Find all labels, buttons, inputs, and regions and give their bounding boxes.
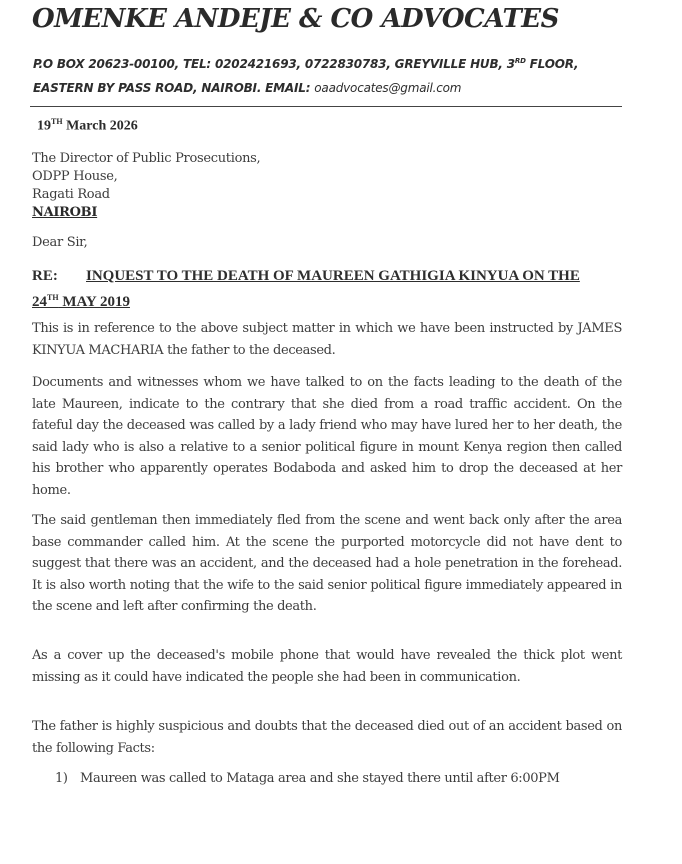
recipient-line-1: The Director of Public Prosecutions, <box>32 151 261 166</box>
subject-date-day: 24 <box>32 294 47 310</box>
list-item-number: 1) <box>55 771 68 786</box>
paragraph-cover-up: As a cover up the deceased's mobile phone that would have revealed the thick plot went missing as it could have indicated the people she had been in communication. <box>32 648 622 685</box>
contact-line-1 <box>33 57 578 71</box>
contact-line-2 <box>33 81 461 95</box>
subject-label: RE: <box>32 268 58 284</box>
list-item-text: Maureen was called to Mataga area and she stayed there until after 6:00PM <box>80 771 560 786</box>
paragraph-scene: The said gentleman then immediately fled from the scene and went back only after the area base commander called him. At the scene the purported motorcycle did not have dent to suggest that there was an accident, and the deceased had a hole penetration in the forehead. It is also worth noting that the wife to the said senior political figure immediately appeared in the scene and left after confirming the death. <box>32 513 622 614</box>
facts-list <box>55 768 622 790</box>
recipient-line-2: ODPP House, <box>32 169 118 184</box>
letterhead-divider <box>30 106 622 107</box>
subject-date-suffix: TH <box>47 293 59 302</box>
email-address: oaadvocates@gmail.com <box>314 81 462 95</box>
date-suffix: TH <box>51 117 63 126</box>
subject-title: INQUEST TO THE DEATH OF MAUREEN GATHIGIA KINYUA ON THE <box>86 268 580 284</box>
subject-date-rest: MAY 2019 <box>58 294 130 310</box>
paragraph-suspicion: The father is highly suspicious and doubts that the deceased died out of an accident based on the following Facts: <box>32 719 622 756</box>
recipient-line-3: Ragati Road <box>32 187 110 202</box>
date-rest: March 2026 <box>62 118 138 134</box>
recipient-city: NAIROBI <box>32 205 98 220</box>
subject-line <box>32 265 632 313</box>
date-day: 19 <box>37 118 51 134</box>
floor-suffix: RD <box>514 57 526 65</box>
contact-address: P.O BOX 20623-00100, TEL: 0202421693, 0722830783, GREYVILLE HUB, 3 <box>33 57 515 71</box>
subject-date <box>32 294 130 310</box>
salutation: Dear Sir, <box>32 235 88 250</box>
contact-floor: FLOOR, <box>525 57 579 71</box>
paragraph-instruction: This is in reference to the above subject matter in which we have been instructed by JAMES KINYUA MACHARIA the father to the deceased. <box>32 321 622 358</box>
letter-date <box>37 117 138 135</box>
paragraph-facts: Documents and witnesses whom we have talked to on the facts leading to the death of the late Maureen, indicate to the contrary that she died from a road traffic accident. On the fateful day the deceased was called by a lady friend who may have lured her to her death, the said lady who is also a relative to a senior political figure in mount Kenya region then called his brother who apparently operates Bodaboda and asked him to drop the deceased at her home. <box>32 375 622 498</box>
list-item <box>55 768 622 790</box>
recipient-address <box>32 150 260 222</box>
contact-road: EASTERN BY PASS ROAD, NAIROBI. EMAIL: <box>33 81 315 95</box>
firm-name: OMENKE ANDEJE & CO ADVOCATES <box>32 4 559 34</box>
